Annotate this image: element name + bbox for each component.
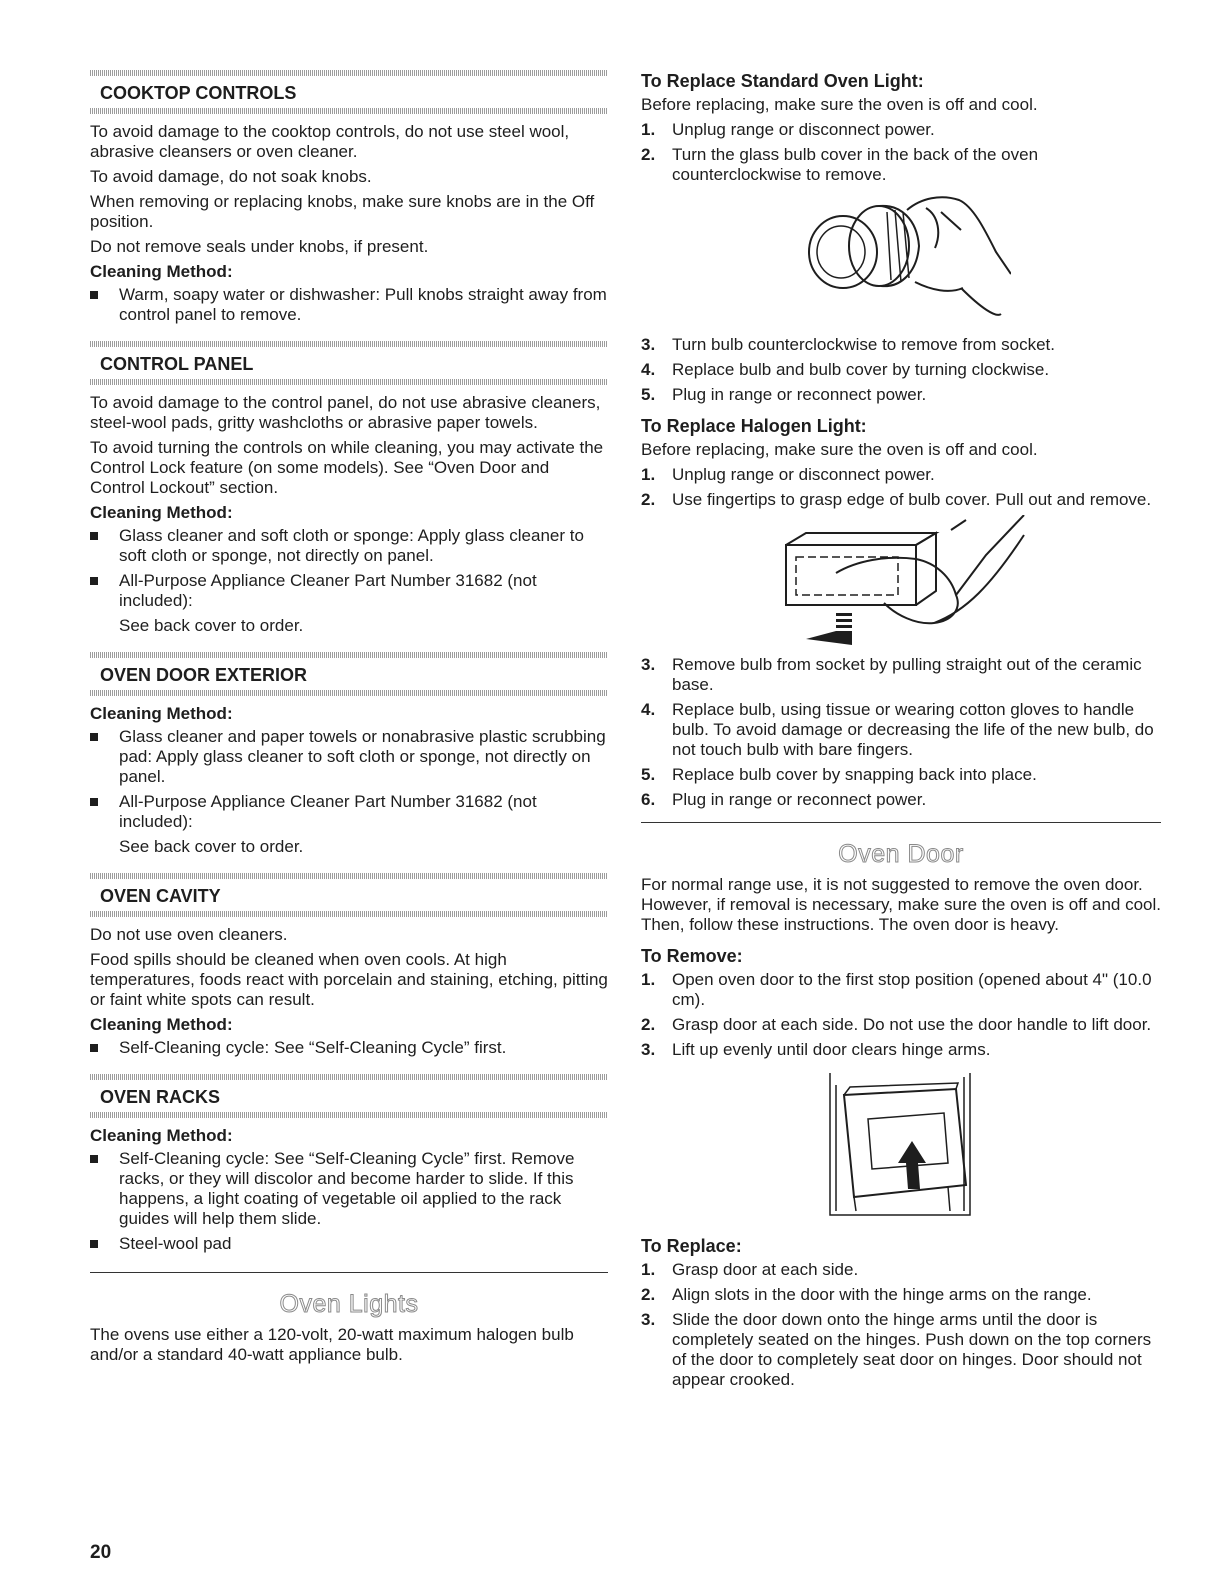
step-item: [641, 700, 1161, 760]
oven-racks-header: [90, 1074, 608, 1118]
step-text: Replace bulb cover by snapping back into place.: [672, 765, 1037, 784]
step-number: 1.: [641, 970, 656, 989]
step-number: 5.: [641, 765, 656, 784]
section-title: CONTROL PANEL: [100, 354, 254, 374]
step-text: Use fingertips to grasp edge of bulb cover. Pull out and remove.: [672, 490, 1152, 509]
bullet-item: Self-Cleaning cycle: See “Self-Cleaning Cycle” first.: [90, 1038, 608, 1058]
paragraph: Food spills should be cleaned when oven cools. At high temperatures, foods react with porcelain and staining, etching, pitting or faint white spots can result.: [90, 950, 608, 1009]
standard-light-title: To Replace Standard Oven Light:: [641, 71, 924, 91]
bullet-item: Glass cleaner and paper towels or nonabrasive plastic scrubbing pad: Apply glass cleaner to soft cloth or sponge, not directly on panel.: [90, 727, 608, 787]
oven-door-heading: Oven Door: [838, 840, 964, 868]
section-title: OVEN CAVITY: [100, 886, 221, 906]
bullet-continuation: See back cover to order.: [119, 616, 304, 635]
step-number: 3.: [641, 335, 656, 354]
step-item: [641, 490, 1161, 510]
to-replace-title: To Replace:: [641, 1236, 742, 1256]
bulb-cover-illustration: [791, 190, 1011, 335]
section-divider: [90, 1272, 608, 1273]
step-item: [641, 1285, 1161, 1305]
paragraph: To avoid damage to the control panel, do not use abrasive cleaners, steel-wool pads, gritty washcloths or abrasive paper towels.: [90, 393, 601, 432]
paragraph: To avoid damage, do not soak knobs.: [90, 167, 372, 186]
bulb-cover-rim: [879, 206, 919, 286]
section-title: OVEN DOOR EXTERIOR: [100, 665, 308, 685]
step-item: [641, 1310, 1161, 1390]
step-text: Slide the door down onto the hinge arms until the door is completely seated on the hinges. Push down on the top corners of the door to completely seat door on hinges. Door should not appear crooked.: [672, 1310, 1152, 1389]
paragraph: When removing or replacing knobs, make sure knobs are in the Off position.: [90, 192, 595, 231]
step-text: Grasp door at each side. Do not use the door handle to lift door.: [672, 1015, 1152, 1034]
halogen-light-steps-b: [641, 655, 1161, 810]
bullet-item: Self-Cleaning cycle: See “Self-Cleaning Cycle” first. Remove racks, or they will discolor and become harder to slide. If this happens, a light coating of vegetable oil applied to the rack guides will help them slide.: [90, 1149, 608, 1229]
step-number: 1.: [641, 1260, 656, 1279]
cleaning-method-label: Cleaning Method:: [90, 1126, 233, 1145]
header-band-bottom: [90, 1112, 608, 1118]
step-number: 2.: [641, 145, 656, 164]
step-text: Align slots in the door with the hinge arms on the range.: [672, 1285, 1092, 1304]
hinge-arms: [854, 1187, 950, 1211]
step-text: Unplug range or disconnect power.: [672, 465, 935, 484]
step-number: 2.: [641, 490, 656, 509]
step-text: Replace bulb and bulb cover by turning clockwise.: [672, 360, 1050, 379]
step-number: 3.: [641, 1040, 656, 1059]
paragraph: For normal range use, it is not suggested to remove the oven door. However, if removal is necessary, make sure the oven is off and cool. Then, follow these instructions. The oven door is heavy.: [641, 875, 1162, 934]
cleaning-method-label: Cleaning Method:: [90, 262, 233, 281]
header-band-bottom: [90, 911, 608, 917]
step-item: [641, 1040, 1161, 1060]
bullet-item: Steel-wool pad: [90, 1234, 608, 1254]
cleaning-method-label: Cleaning Method:: [90, 704, 233, 723]
header-band-bottom: [90, 108, 608, 114]
bulb-cover-ridges: [887, 210, 909, 282]
step-number: 2.: [641, 1285, 656, 1304]
right-column: [641, 70, 1161, 1395]
left-column: [90, 70, 608, 1370]
halogen-window: [796, 557, 898, 595]
bullet-item: Glass cleaner and soft cloth or sponge: Apply glass cleaner to soft cloth or sponge, not directly on panel.: [90, 526, 608, 566]
bullet-continuation: See back cover to order.: [119, 837, 304, 856]
step-item: [641, 970, 1161, 1010]
paragraph: Before replacing, make sure the oven is off and cool.: [641, 440, 1038, 459]
hand-outline: [907, 197, 1011, 315]
oven-lights-heading: Oven Lights: [279, 1290, 419, 1318]
bullet-item: Warm, soapy water or dishwasher: Pull knobs straight away from control panel to remove.: [90, 285, 608, 325]
step-item: [641, 765, 1161, 785]
section-title: COOKTOP CONTROLS: [100, 83, 297, 103]
header-band-bottom: [90, 379, 608, 385]
step-number: 2.: [641, 1015, 656, 1034]
step-text: Grasp door at each side.: [672, 1260, 859, 1279]
halogen-cover-top: [786, 533, 936, 545]
standard-light-steps-a: [641, 120, 1161, 185]
step-number: 1.: [641, 465, 656, 484]
oven-door-illustration: [816, 1065, 986, 1225]
paragraph: To avoid turning the controls on while cleaning, you may activate the Control Lock feature (on some models). See “Oven Door and Control Lockout” section.: [90, 438, 604, 497]
step-item: [641, 335, 1161, 355]
step-number: 5.: [641, 385, 656, 404]
section-divider: [641, 822, 1161, 823]
header-band-bottom: [90, 690, 608, 696]
halogen-cover-body: [786, 545, 916, 605]
hand-outline: [836, 515, 1024, 623]
step-number: 4.: [641, 360, 656, 379]
step-text: Lift up evenly until door clears hinge arms.: [672, 1040, 991, 1059]
step-item: [641, 790, 1161, 810]
paragraph: Before replacing, make sure the oven is off and cool.: [641, 95, 1038, 114]
step-number: 1.: [641, 120, 656, 139]
step-text: Plug in range or reconnect power.: [672, 385, 927, 404]
halogen-cover-illustration: [766, 515, 1036, 655]
cleaning-method-label: Cleaning Method:: [90, 503, 233, 522]
step-item: [641, 1015, 1161, 1035]
step-number: 4.: [641, 700, 656, 719]
pull-arrow-icon: [806, 613, 852, 645]
step-number: 3.: [641, 1310, 656, 1329]
paragraph: The ovens use either a 120-volt, 20-watt maximum halogen bulb and/or a standard 40-watt appliance bulb.: [90, 1325, 574, 1364]
step-text: Remove bulb from socket by pulling straight out of the ceramic base.: [672, 655, 1142, 694]
replace-steps: [641, 1260, 1161, 1390]
halogen-light-steps-a: [641, 465, 1161, 510]
halogen-light-title: To Replace Halogen Light:: [641, 416, 867, 436]
cleaning-method-label: Cleaning Method:: [90, 1015, 233, 1034]
step-item: [641, 360, 1161, 380]
step-item: [641, 1260, 1161, 1280]
control-panel-header: [90, 341, 608, 385]
step-text: Turn the glass bulb cover in the back of the oven counterclockwise to remove.: [672, 145, 1039, 184]
oven-cavity-header: [90, 873, 608, 917]
step-item: [641, 385, 1161, 405]
step-text: Plug in range or reconnect power.: [672, 790, 927, 809]
section-title: OVEN RACKS: [100, 1087, 221, 1107]
paragraph: To avoid damage to the cooktop controls, do not use steel wool, abrasive cleansers or oven cleaner.: [90, 122, 570, 161]
step-text: Unplug range or disconnect power.: [672, 120, 935, 139]
step-text: Open oven door to the first stop position (opened about 4" (10.0 cm).: [672, 970, 1152, 1009]
cooktop-controls-header: [90, 70, 608, 114]
step-item: [641, 120, 1161, 140]
oven-door-exterior-header: [90, 652, 608, 696]
standard-light-steps-b: [641, 335, 1161, 405]
paragraph: Do not use oven cleaners.: [90, 925, 288, 944]
remove-steps: [641, 970, 1161, 1060]
step-number: 3.: [641, 655, 656, 674]
step-text: Turn bulb counterclockwise to remove from socket.: [672, 335, 1055, 354]
step-item: [641, 145, 1161, 185]
oven-frame-inner: [836, 1077, 964, 1211]
bullet-item: All-Purpose Appliance Cleaner Part Number 31682 (not included):: [90, 792, 608, 832]
step-item: [641, 465, 1161, 485]
to-remove-title: To Remove:: [641, 946, 743, 966]
step-text: Replace bulb, using tissue or wearing cotton gloves to handle bulb. To avoid damage or decreasing the life of the new bulb, do not touch bulb with bare fingers.: [672, 700, 1154, 759]
halogen-cover-side: [916, 533, 936, 605]
paragraph: Do not remove seals under knobs, if present.: [90, 237, 429, 256]
bulb-globe: [817, 226, 865, 278]
page-number: 20: [90, 1542, 112, 1563]
step-item: [641, 655, 1161, 695]
step-number: 6.: [641, 790, 656, 809]
bullet-item: All-Purpose Appliance Cleaner Part Number 31682 (not included):: [90, 571, 608, 611]
door-panel: [844, 1089, 966, 1197]
